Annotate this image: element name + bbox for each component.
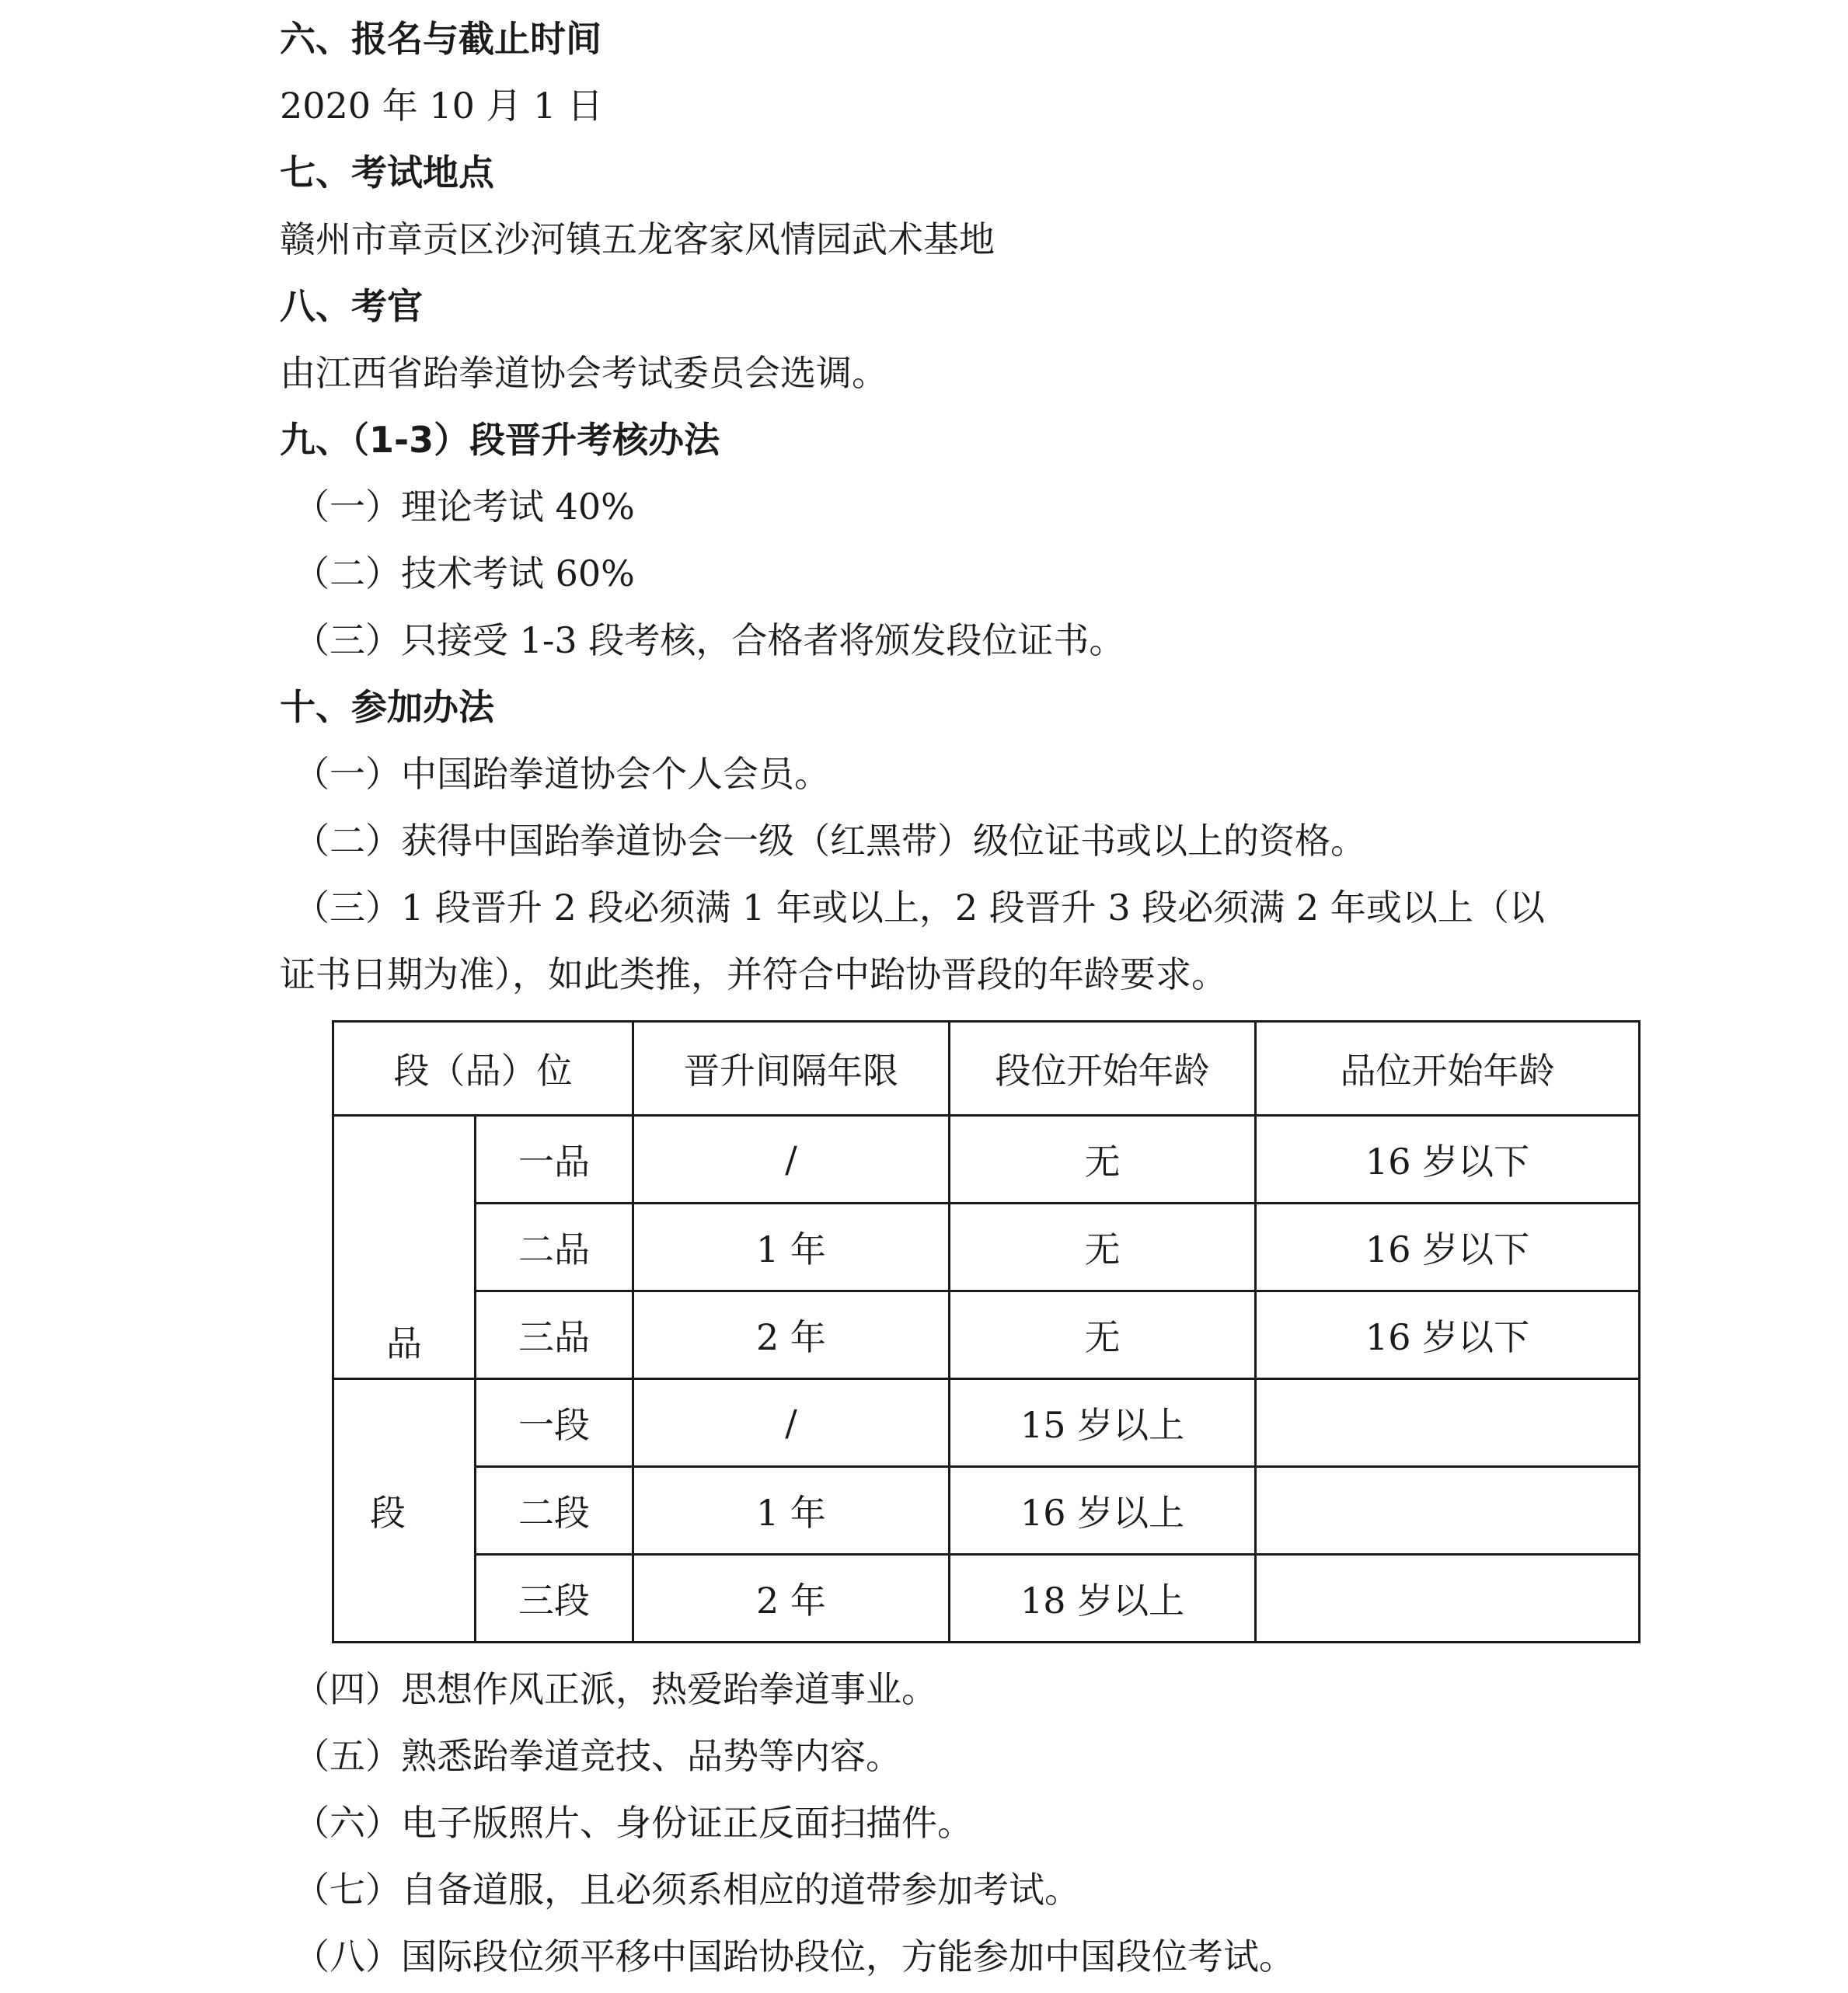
cell-poom-age [1256, 1555, 1640, 1643]
cell-level: 三段 [476, 1555, 633, 1643]
section-10-item-3: （三）1 段晋升 2 段必须满 1 年或以上，2 段晋升 3 段必须满 2 年或以上（以 [294, 887, 1545, 929]
section-10-item-5: （五）熟悉跆拳道竞技、品势等内容。 [294, 1735, 901, 1777]
section-10-item-8: （八）国际段位须平移中国跆协段位，方能参加中国段位考试。 [294, 1936, 1295, 1977]
section-10-item-3-cont: 证书日期为准），如此类推，并符合中跆协晋段的年龄要求。 [280, 953, 1227, 995]
table-row [333, 1204, 1640, 1291]
section-8-heading: 八、考官 [280, 285, 423, 327]
cell-dan-age: 无 [950, 1291, 1256, 1379]
group-dan-label: 段 [333, 1379, 476, 1643]
cell-interval: / [633, 1379, 950, 1467]
group-poom-label: 品 [333, 1116, 476, 1379]
table-row [333, 1379, 1640, 1467]
header-interval: 晋升间隔年限 [633, 1022, 950, 1116]
cell-interval: / [633, 1116, 950, 1204]
cell-interval: 1 年 [633, 1467, 950, 1555]
section-10-item-6: （六）电子版照片、身份证正反面扫描件。 [294, 1802, 973, 1844]
header-poom-age: 品位开始年龄 [1256, 1022, 1640, 1116]
cell-interval: 2 年 [633, 1555, 950, 1643]
table-row [333, 1555, 1640, 1643]
section-10-item-1: （一）中国跆拳道协会个人会员。 [294, 753, 830, 795]
cell-level: 三品 [476, 1291, 633, 1379]
table-row [333, 1467, 1640, 1555]
cell-dan-age: 无 [950, 1204, 1256, 1291]
cell-level: 二段 [476, 1467, 633, 1555]
cell-poom-age: 16 岁以下 [1256, 1291, 1640, 1379]
rank-age-table [332, 1020, 1641, 1643]
section-7-location: 赣州市章贡区沙河镇五龙客家风情园武术基地 [280, 218, 995, 260]
table-row [333, 1116, 1640, 1204]
cell-level: 一品 [476, 1116, 633, 1204]
cell-poom-age: 16 岁以下 [1256, 1204, 1640, 1291]
section-9-item-1: （一）理论考试 40% [294, 486, 635, 528]
cell-dan-age: 18 岁以上 [950, 1555, 1256, 1643]
header-dan-age: 段位开始年龄 [950, 1022, 1256, 1116]
cell-dan-age: 16 岁以上 [950, 1467, 1256, 1555]
section-10-heading: 十、参加办法 [280, 686, 494, 728]
section-9-item-2: （二）技术考试 60% [294, 552, 635, 594]
cell-poom-age [1256, 1379, 1640, 1467]
cell-poom-age [1256, 1467, 1640, 1555]
section-8-examiners: 由江西省跆拳道协会考试委员会选调。 [280, 352, 887, 394]
section-6-date: 2020 年 10 月 1 日 [280, 85, 603, 127]
cell-dan-age: 15 岁以上 [950, 1379, 1256, 1467]
cell-interval: 2 年 [633, 1291, 950, 1379]
cell-dan-age: 无 [950, 1116, 1256, 1204]
table-header-row [333, 1022, 1640, 1116]
cell-poom-age: 16 岁以下 [1256, 1116, 1640, 1204]
section-6-heading: 六、报名与截止时间 [280, 18, 601, 60]
section-7-heading: 七、考试地点 [280, 152, 494, 193]
section-9-heading: 九、（1-3）段晋升考核办法 [280, 419, 720, 461]
section-9-item-3: （三）只接受 1-3 段考核，合格者将颁发段位证书。 [294, 619, 1125, 661]
cell-level: 一段 [476, 1379, 633, 1467]
section-10-item-4: （四）思想作风正派，热爱跆拳道事业。 [294, 1668, 937, 1710]
section-10-item-7: （七）自备道服，且必须系相应的道带参加考试。 [294, 1869, 1080, 1911]
section-10-item-2: （二）获得中国跆拳道协会一级（红黑带）级位证书或以上的资格。 [294, 820, 1366, 862]
table-row [333, 1291, 1640, 1379]
cell-interval: 1 年 [633, 1204, 950, 1291]
header-rank: 段（品）位 [333, 1022, 633, 1116]
cell-level: 二品 [476, 1204, 633, 1291]
